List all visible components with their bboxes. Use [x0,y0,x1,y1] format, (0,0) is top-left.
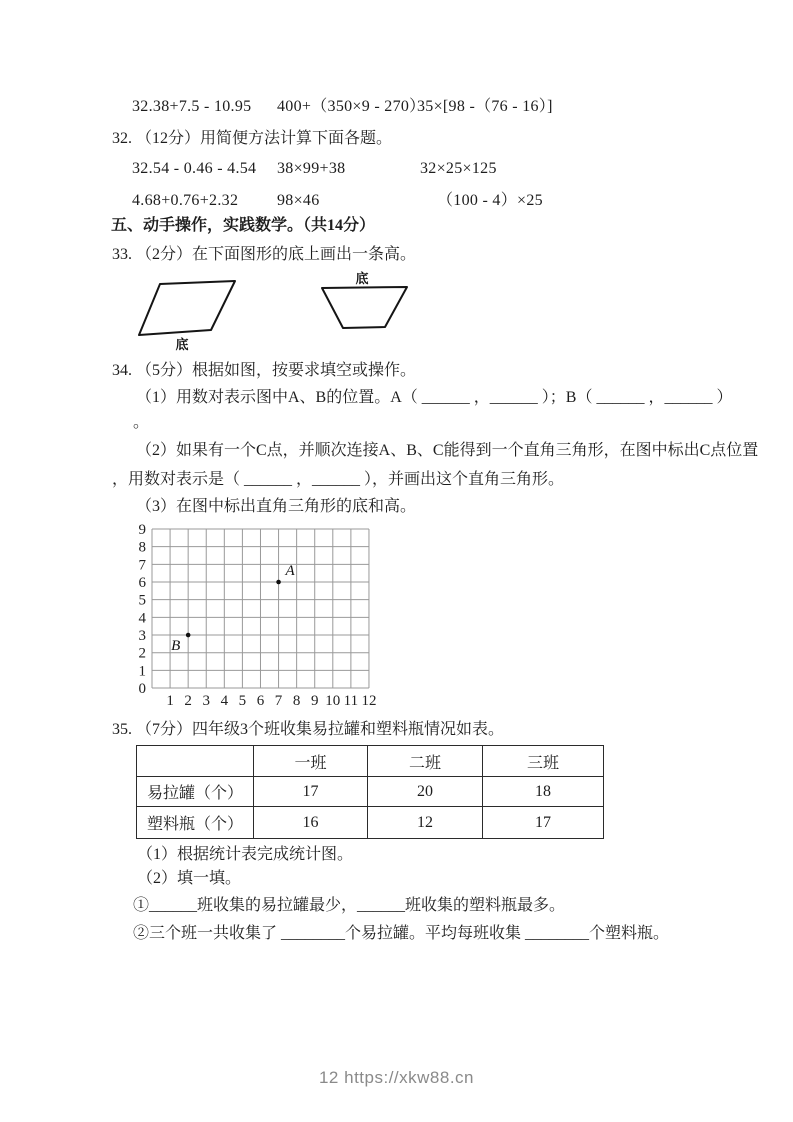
table-header-row [137,746,604,777]
q35-fill-blank-2: ②三个班一共收集了 ________个易拉罐。平均每班收集 ________个塑料瓶。 [133,925,670,942]
cans-class2-value: 20 [368,777,483,807]
page-footer [0,1068,793,1088]
q34-part1-text: （1）用数对表示图中A、B的位置。A（ ______ ，______ ）；B（ ______ ，______ ） [136,389,733,406]
y-axis-tick-label: 7 [138,557,146,574]
table-row [137,807,604,839]
x-axis-tick-label: 10 [325,693,341,710]
y-axis-tick-label: 8 [138,539,146,556]
q31-expression-2: 400+（350×9 - 270） [277,98,426,115]
q35-part1-text: （1）根据统计表完成统计图。 [137,846,354,863]
x-axis-tick-label: 3 [202,693,210,710]
point-b-dot [186,633,191,638]
table-header-class2: 二班 [368,746,483,777]
table-header-class1: 一班 [254,746,368,777]
trapezoid-shape [322,287,407,328]
x-axis-tick-label: 6 [256,693,265,710]
q32-title: 32. （12分）用简便方法计算下面各题。 [112,130,393,147]
y-axis-tick-label: 1 [138,663,146,680]
table-row [137,777,604,807]
q34-title: 34. （5分）根据如图，按要求填空或操作。 [112,362,417,379]
q31-expression-1: 32.38+7.5 - 10.95 [132,98,252,115]
y-axis-tick-label: 9 [138,522,146,538]
q32-expression-6: （100 - 4）×25 [437,192,543,209]
q32-expression-3: 32×25×125 [420,160,497,177]
y-axis-tick-label: 5 [138,592,146,609]
q31-expression-3: 35×[98 -（76 - 16）] [417,98,553,115]
point-a-dot [276,580,281,585]
y-axis-tick-label: 4 [138,610,146,627]
q34-part2-line1: （2）如果有一个C点，并顺次连接A、B、C能得到一个直角三角形，在图中标出C点位置 [136,442,759,459]
cans-class1-value: 17 [254,777,368,807]
y-axis-tick-label: 0 [138,681,146,698]
parallelogram-shape [139,281,235,335]
x-axis-tick-label: 8 [292,693,301,710]
table-header-class3: 三班 [483,746,604,777]
q34-part2-line2: ，用数对表示是（ ______ ，______ ），并画出这个直角三角形。 [112,471,565,488]
x-axis-tick-label: 11 [343,693,359,710]
row-label-cans: 易拉罐（个） [137,777,254,807]
q35-statistics-table [136,745,604,839]
y-axis-tick-label: 6 [138,575,146,592]
q35-fill-blank-1: ①______班收集的易拉罐最少，______班收集的塑料瓶最多。 [133,897,566,914]
x-axis-tick-label: 1 [166,693,174,710]
q32-expression-1: 32.54 - 0.46 - 4.54 [132,160,257,177]
bottles-class3-value: 17 [483,807,604,839]
q32-expression-5: 98×46 [277,192,320,209]
x-axis-tick-label: 5 [238,693,247,710]
trapezoid-base-label: 底 [355,271,369,286]
x-axis-tick-label: 7 [274,693,283,710]
x-axis-tick-label: 9 [310,693,319,710]
table-header-corner [137,746,254,777]
q35-part2-text: （2）填一填。 [137,870,242,887]
section-5-heading: 五、动手操作，实践数学。（共14分） [111,217,376,234]
page-number: 12 [318,1068,339,1087]
point-b-label: B [171,638,181,655]
q34-part1-continuation: 。 [133,414,150,431]
q32-expression-4: 4.68+0.76+2.32 [132,192,239,209]
parallelogram-base-label: 底 [175,337,189,352]
row-label-bottles: 塑料瓶（个） [137,807,254,839]
coordinate-grid [133,518,413,718]
point-a-label: A [285,563,295,580]
x-axis-tick-label: 12 [361,693,377,710]
footer-url: https://xkw88.cn [344,1068,475,1087]
bottles-class2-value: 12 [368,807,483,839]
cans-class3-value: 18 [483,777,604,807]
q35-title: 35. （7分）四年级3个班收集易拉罐和塑料瓶情况如表。 [112,721,505,738]
bottles-class1-value: 16 [254,807,368,839]
q33-shapes-figure [128,270,438,355]
q32-expression-2: 38×99+38 [277,160,346,177]
y-axis-tick-label: 3 [138,628,146,645]
q34-part3-text: （3）在图中标出直角三角形的底和高。 [136,498,417,515]
q33-title: 33. （2分）在下面图形的底上画出一条高。 [112,246,417,263]
x-axis-tick-label: 2 [184,693,192,710]
y-axis-tick-label: 2 [138,645,146,662]
x-axis-tick-label: 4 [220,693,229,710]
